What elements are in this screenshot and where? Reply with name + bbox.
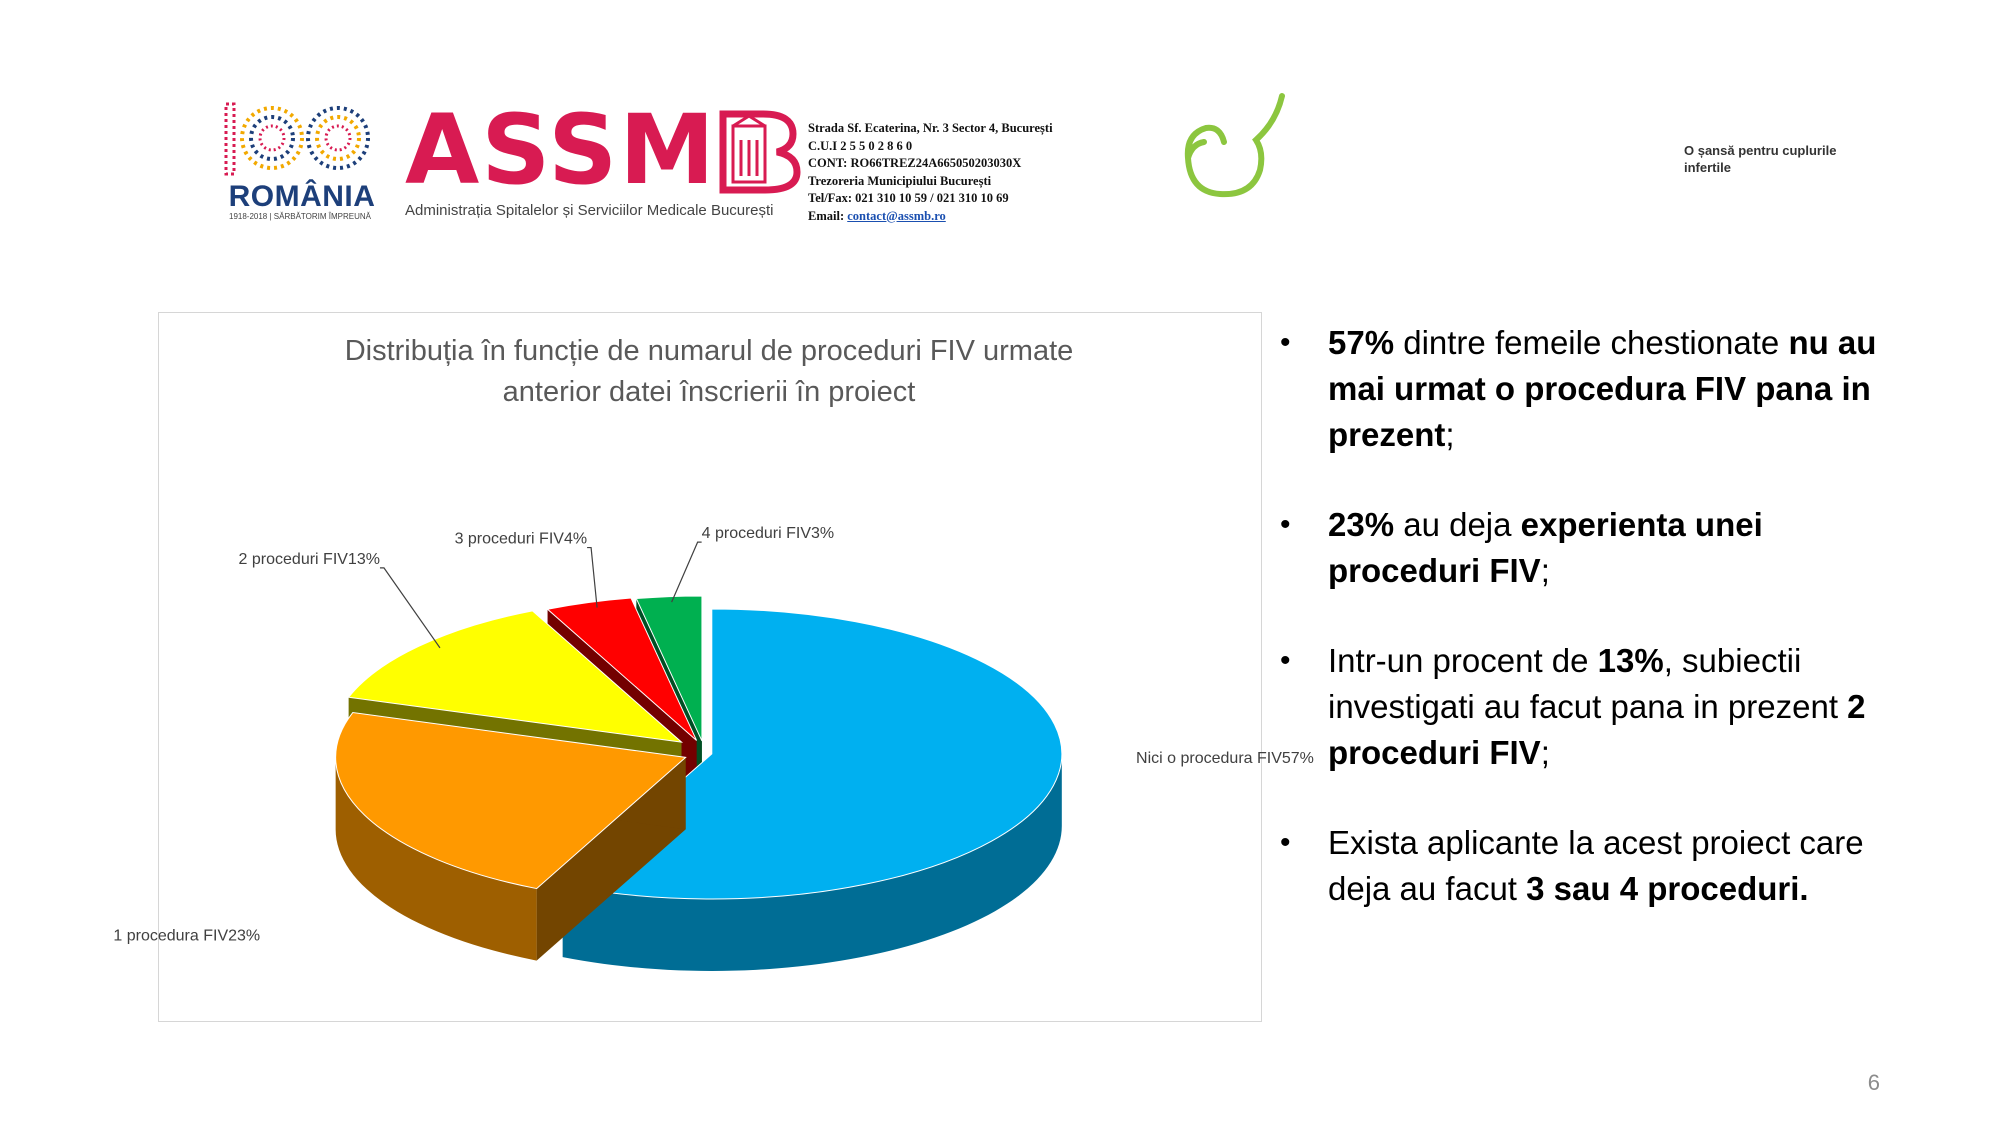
contact-account: CONT: RO66TREZ24A665050203030X [808, 156, 1022, 170]
finding-emphasis: 57% [1328, 324, 1395, 361]
pie-data-label: 4 proceduri FIV3% [701, 525, 835, 543]
finding-emphasis: 3 sau 4 proceduri. [1526, 870, 1809, 907]
centenary-100-icon [220, 100, 380, 180]
header-tagline: O șansă pentru cuplurile infertile [1684, 143, 1837, 175]
finding-text: ; [1445, 416, 1455, 453]
finding-text: Exista aplicante la acest proiect care deja au facut [1328, 824, 1864, 907]
pie-leader-line [672, 542, 702, 602]
finding-text: dintre femeile chestionate [1394, 324, 1789, 361]
romania-tagline: 1918-2018 | SĂRBĂTORIM ÎMPREUNĂ [229, 212, 371, 221]
assmb-logo [405, 94, 805, 225]
leaf-heart-logo-icon [1180, 92, 1300, 202]
pie-data-label: 1 procedura FIV23% [113, 927, 261, 945]
finding-emphasis: 13% [1597, 642, 1664, 679]
contact-phone: Tel/Fax: 021 310 10 59 / 021 310 10 69 [808, 191, 1009, 205]
finding-item [1280, 320, 1900, 458]
pie-data-label: 2 proceduri FIV13% [238, 550, 380, 568]
assmb-building-b-icon [717, 110, 799, 194]
pie-chart [113, 313, 1314, 1019]
chart-container [113, 312, 1314, 1022]
pie-data-label: Nici o procedura FIV57% [1136, 750, 1314, 768]
finding-text: Intr-un procent de [1328, 642, 1598, 679]
contact-address: Strada Sf. Ecaterina, Nr. 3 Sector 4, București [808, 121, 1053, 135]
finding-text: ; [1540, 552, 1550, 589]
romania-wordmark: ROMÂNIA [228, 180, 376, 213]
finding-text: , subiectii investigati au facut pana in prezent [1328, 642, 1848, 725]
chart-title-line1: Distribuția în funcție de numarul de proceduri FIV urmate [344, 335, 1074, 367]
pie-leader-line [587, 548, 597, 608]
contact-block [808, 120, 1128, 225]
contact-treasury: Trezoreria Municipiului București [808, 173, 992, 188]
finding-item [1280, 502, 1900, 594]
contact-cui: C.U.I 2 5 5 0 2 8 6 0 [808, 138, 913, 153]
contact-email-link[interactable]: contact@assmb.ro [847, 208, 946, 223]
pie-data-label: 3 proceduri FIV4% [454, 530, 588, 548]
contact-email-row [808, 208, 1128, 226]
findings-list [1280, 320, 1900, 956]
pie-leader-line [380, 568, 440, 648]
header [0, 0, 2000, 260]
contact-email-label: Email: [808, 208, 845, 223]
page-number: 6 [1867, 1070, 1880, 1095]
finding-text: ; [1540, 734, 1550, 771]
finding-emphasis: nu au mai urmat o procedura FIV pana in prezent [1328, 324, 1877, 453]
assmb-wordmark: ASSM [405, 94, 717, 206]
assmb-subtitle: Administrația Spitalelor și Serviciilor Medicale București [405, 202, 774, 219]
finding-item [1280, 820, 1900, 912]
finding-text: au deja [1394, 506, 1521, 543]
finding-emphasis: 2 proceduri FIV [1328, 688, 1866, 771]
finding-item [1280, 638, 1900, 776]
romania-centenary-logo [220, 100, 380, 225]
finding-emphasis: 23% [1328, 506, 1395, 543]
finding-emphasis: experienta unei proceduri FIV [1328, 506, 1763, 589]
chart-title-line2: anterior datei înscrierii în proiect [502, 376, 916, 408]
